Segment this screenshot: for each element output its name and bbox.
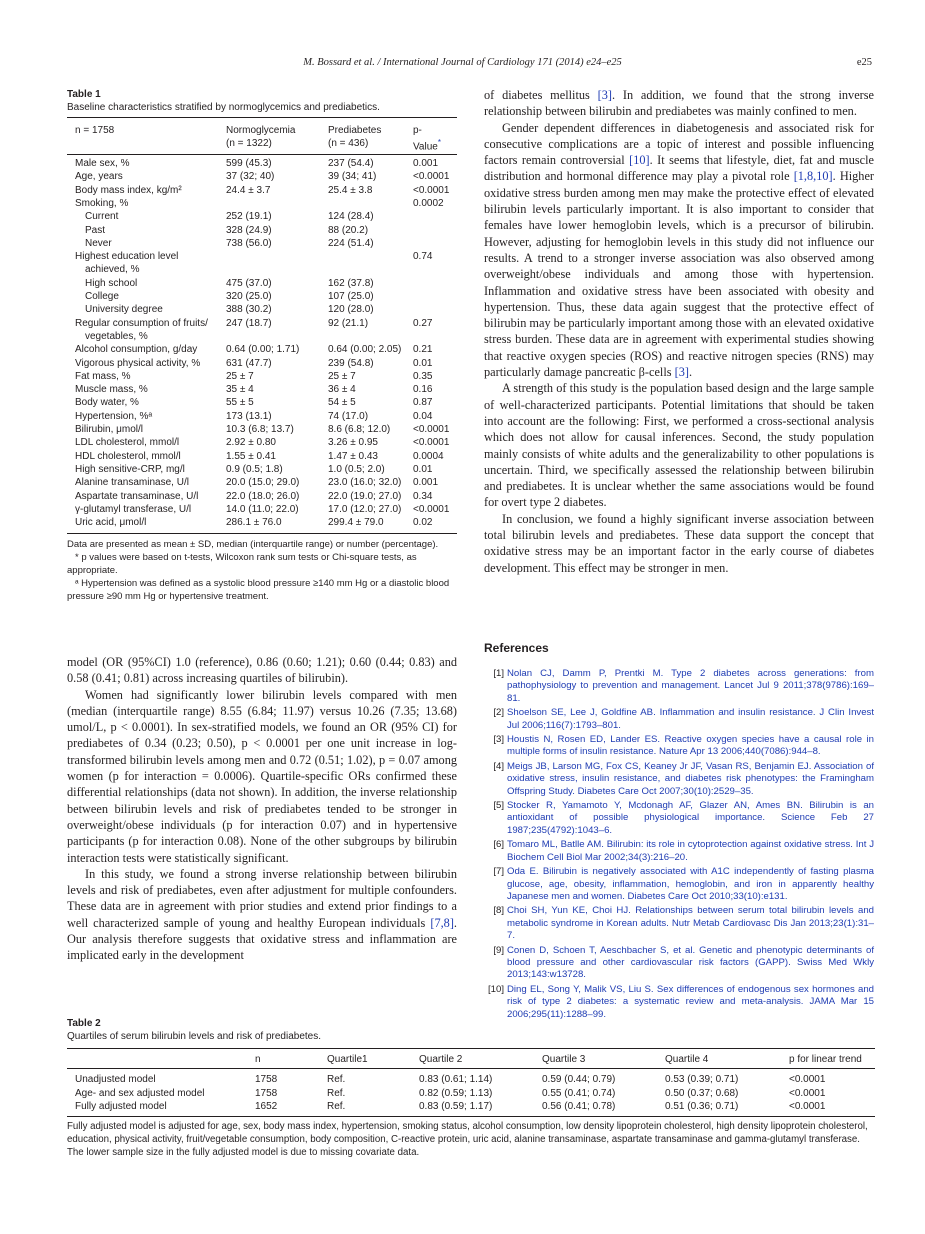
table1-cell-normoglycemia: 388 (30.2)	[226, 304, 272, 316]
table1-row	[67, 157, 457, 170]
table2-head-cell: n	[255, 1054, 261, 1065]
table2-cell-q2: 0.83 (0.59; 1.17)	[419, 1101, 493, 1112]
table1-cell-pvalue: 0.27	[413, 317, 433, 329]
table1-cell-prediabetes: 299.4 ± 79.0	[328, 517, 384, 529]
table1-cell-pvalue: <0.0001	[413, 503, 450, 515]
table1-notes	[67, 538, 457, 603]
citation-link[interactable]: [1,8,10]	[793, 169, 833, 184]
table1-cell-prediabetes: 1.0 (0.5; 2.0)	[328, 463, 385, 475]
table1-cell-label: γ-glutamyl transferase, U/l	[75, 503, 192, 515]
table1-cell-label: High sensitive-CRP, mg/l	[75, 463, 185, 475]
paragraph: In this study, we found a strong inverse relationship between bilirubin levels and risk of prediabetes, even after adjustment for multiple confounders. These data are in agreement with prior studies and extend prior findings to a well characterized sample of young and healthy European individuals [7,8]. Our analysis therefore suggests that oxidative stress and inflammation are implicated early in the development	[67, 866, 457, 963]
table1-row	[67, 423, 457, 436]
reference-item	[484, 984, 874, 1021]
table1-cell-label: Vigorous physical activity, %	[75, 357, 201, 369]
table1-cell-prediabetes: 25 ± 7	[328, 370, 356, 382]
table1-head-p: p-	[413, 125, 422, 136]
table2-cell-q1: Ref.	[327, 1074, 346, 1085]
table1-cell-prediabetes: 74 (17.0)	[328, 410, 369, 422]
table1-row	[67, 170, 457, 183]
table1-cell-label: Never	[85, 237, 112, 249]
table1-cell-prediabetes: 25.4 ± 3.8	[328, 184, 373, 196]
table1-head-pre: Prediabetes	[328, 125, 382, 136]
table1-row	[67, 330, 457, 343]
table1-cell-normoglycemia: 25 ± 7	[226, 370, 254, 382]
references-list	[484, 668, 874, 1023]
table2-cell-q3: 0.55 (0.41; 0.74)	[542, 1087, 616, 1099]
table1-cell-label: Regular consumption of fruits/	[75, 317, 208, 329]
table1-cell-normoglycemia: 286.1 ± 76.0	[226, 517, 282, 529]
table1-cell-label: Alcohol consumption, g/day	[75, 344, 198, 356]
reference-number: [10]	[487, 983, 504, 995]
citation-link[interactable]: [3]	[597, 88, 612, 102]
table1-row	[67, 343, 457, 356]
reference-link[interactable]: Ding EL, Song Y, Malik VS, Liu S. Sex differences of endogenous sex hormones and risk of type 2 diabetes: a systematic review and meta-analysis. JAMA Mar 15 2006;295(11):1288–99.	[507, 983, 874, 1020]
table1-row	[67, 197, 457, 210]
table2-head-rule	[67, 1068, 875, 1069]
table2-cell-q1: Ref.	[327, 1087, 346, 1099]
table1-cell-prediabetes: 88 (20.2)	[328, 224, 369, 236]
table1-cell-pvalue: 0.0004	[413, 450, 444, 462]
table1-row	[67, 370, 457, 383]
table1-cell-label: University degree	[85, 304, 163, 316]
table1-cell-normoglycemia: 0.9 (0.5; 1.8)	[226, 463, 283, 475]
table1-cell-normoglycemia: 24.4 ± 3.7	[226, 184, 271, 196]
table1-cell-prediabetes: 0.64 (0.00; 2.05)	[328, 344, 402, 356]
paragraph: Women had significantly lower bilirubin levels compared with men (median (interquartile range) 8.55 (6.84; 11.97) versus 10.26 (7.35; 13.68) umol/L, p < 0.0001). In sex-stratified models, we found an OR (95% CI) for prediabetes of 0.34 (0.23; 0.50), p < 0.0001 per one unit increase in log-transformed bilirubin levels among men and 0.72 (0.51; 1.02), p = 0.07 among women (p for interaction = 0.0006). Quartile-specific ORs confirmed these differential relationships (data not shown). In addition, the inverse relationship between bilirubin levels and risk of prediabetes tended to be stronger in overweight/obese individuals (p for interaction 0.07) and in hypertensive participants (p for interaction 0.08). None of the other subgroups by bilirubin interaction tests were statistically significant.	[67, 687, 457, 865]
citation-link[interactable]: [7,8]	[430, 915, 454, 930]
paragraph: A strength of this study is the population based design and the large sample of well-characterized participants. Potential limitations that should be taken into account are the following: First, we performed a cross-sectional analysis which does not allow for causal inferences. Second, the study population mainly consists of white adults and the generalizability to other populations is uncertain. Third, we specifically assessed the relationship between bilirubin and prediabetes. It is unclear whether the same associations would be found for overt type 2 diabetes.	[484, 381, 874, 510]
reference-item	[484, 800, 874, 837]
table2-row	[67, 1087, 875, 1100]
table1-label: Table 1	[67, 89, 101, 100]
reference-link[interactable]: Oda E. Bilirubin is negatively associated with A1C independently of fasting plasma glucose, age, obesity, inflammation, hemoglobin, and iron in apparently healthy Japanese men and women. Diabetes Care Oct 2010;33(10):e131.	[507, 866, 874, 902]
table1-cell-normoglycemia: 14.0 (11.0; 22.0)	[226, 503, 299, 515]
table1-cell-normoglycemia: 320 (25.0)	[226, 291, 272, 302]
table2-cell-trend: <0.0001	[789, 1074, 826, 1085]
reference-item	[484, 668, 874, 705]
table1-row	[67, 383, 457, 396]
table1-cell-normoglycemia: 599 (45.3)	[226, 158, 272, 169]
journal-citation: M. Bossard et al. / International Journal of Cardiology 171 (2014) e24–e25	[303, 57, 622, 68]
table1-row	[67, 357, 457, 370]
table1-row	[67, 184, 457, 197]
reference-number: [6]	[493, 839, 504, 851]
table1-cell-normoglycemia: 22.0 (18.0; 26.0)	[226, 490, 300, 502]
table1-cell-label: Uric acid, μmol/l	[75, 517, 147, 529]
table1-cell-prediabetes: 23.0 (16.0; 32.0)	[328, 477, 402, 489]
table2-cell-q4: 0.53 (0.39; 0.71)	[665, 1074, 739, 1085]
table1-cell-pvalue: <0.0001	[413, 171, 450, 183]
right-column-text	[484, 87, 874, 576]
table1-head-normo-n: (n = 1322)	[226, 138, 272, 149]
reference-item	[484, 839, 874, 864]
table2-cell-model: Fully adjusted model	[75, 1101, 167, 1112]
table1-cell-label: achieved, %	[85, 264, 140, 276]
table1-cell-prediabetes: 162 (37.8)	[328, 277, 374, 289]
table1-cell-prediabetes: 107 (25.0)	[328, 291, 374, 302]
table1-row	[67, 436, 457, 449]
table1-cell-pvalue: 0.21	[413, 344, 433, 356]
table1-cell-label: Alanine transaminase, U/l	[75, 477, 189, 489]
table1-cell-pvalue: 0.001	[413, 158, 439, 169]
table1-head-rule	[67, 154, 457, 155]
table1-cell-label: Body mass index, kg/m²	[75, 184, 182, 196]
table1-cell-label: Current	[85, 211, 119, 223]
table1-cell-pvalue: 0.02	[413, 517, 433, 529]
table2-cell-q4: 0.50 (0.37; 0.68)	[665, 1087, 739, 1099]
table1-cell-normoglycemia: 247 (18.7)	[226, 317, 272, 329]
table1-row	[67, 250, 457, 263]
table2-row	[67, 1073, 875, 1086]
table1-row	[67, 490, 457, 503]
table2-cell-trend: <0.0001	[789, 1087, 826, 1099]
references-heading: References	[484, 641, 549, 655]
reference-number: [4]	[493, 760, 504, 772]
table1-cell-normoglycemia: 1.55 ± 0.41	[226, 450, 276, 462]
table1-cell-prediabetes: 36 ± 4	[328, 384, 356, 396]
table1-cell-pvalue: <0.0001	[413, 424, 450, 435]
table1-cell-normoglycemia: 173 (13.1)	[226, 410, 272, 422]
table1-cell-label: Muscle mass, %	[75, 384, 148, 396]
table2-cell-model: Age- and sex adjusted model	[75, 1087, 205, 1099]
paragraph: In conclusion, we found a highly significant inverse association between total bilirubin levels and prediabetes. These data support the concept that oxidative stress may be an important factor in the early course of diabetes development. This effect may be stronger in men.	[484, 511, 874, 575]
table2-caption-block	[67, 1018, 875, 1043]
reference-link[interactable]: Tomaro ML, Batlle AM. Bilirubin: its role in cytoprotection against oxidative stress. Int J Biochem Cell Biol Mar 2002;34(3):216–20.	[507, 839, 874, 863]
table1-cell-prediabetes: 1.47 ± 0.43	[328, 450, 378, 462]
table1-cell-label: Fat mass, %	[75, 370, 131, 382]
table1-cell-normoglycemia: 0.64 (0.00; 1.71)	[226, 344, 300, 356]
table2-cell-q2: 0.82 (0.59; 1.13)	[419, 1087, 493, 1099]
table1-head-pre-n: (n = 436)	[328, 138, 369, 149]
table1-row	[67, 450, 457, 463]
table1-cell-prediabetes: 237 (54.4)	[328, 158, 374, 169]
table2-cell-q3: 0.56 (0.41; 0.78)	[542, 1101, 616, 1112]
table2-footnote: Fully adjusted model is adjusted for age, sex, body mass index, hypertension, smoking status, alcohol consumption, low density lipoprotein cholesterol, high density lipoprotein cholesterol, education, physical activity, fruit/vegetable consumption, body composition, C-reactive protein, uric acid, alanine transaminase, aspartate transaminase and gamma-glutamyl transferase. The lower sample size in the fully adjusted model is due to missing covariate data.	[67, 1121, 868, 1158]
table1-top-rule	[67, 117, 457, 118]
reference-item	[484, 945, 874, 982]
citation-link[interactable]: [10]	[629, 153, 650, 168]
table1-bottom-rule	[67, 533, 457, 534]
table1-cell-label: vegetables, %	[85, 330, 148, 342]
reference-link[interactable]: Conen D, Schoen T, Aeschbacher S, et al. Genetic and phenotypic determinants of blood pressure and other cardiovascular risk factors (GAPP). Swiss Med Wkly 2013;143:w13728.	[507, 944, 874, 981]
table1-cell-prediabetes: 239 (54.8)	[328, 357, 374, 369]
table1-row	[67, 410, 457, 423]
table1-row	[67, 237, 457, 250]
table1-cell-prediabetes: 39 (34; 41)	[328, 171, 377, 183]
table1-head-normo: Normoglycemia	[226, 125, 296, 136]
table1-cell-prediabetes: 120 (28.0)	[328, 304, 374, 316]
table1-cell-label: Male sex, %	[75, 158, 130, 169]
table1-cell-label: Bilirubin, μmol/l	[75, 424, 144, 435]
reference-link[interactable]: Nolan CJ, Damm P, Prentki M. Type 2 diabetes across generations: from pathophysiology to prevention and management. Lancet Jul 9 2011;378(9786):169–81.	[507, 668, 874, 704]
table1-cell-pvalue: 0.16	[413, 384, 433, 396]
reference-item	[484, 905, 874, 942]
table2-bottom-rule	[67, 1116, 875, 1117]
reference-link[interactable]: Choi SH, Yun KE, Choi HJ. Relationships between serum total bilirubin levels and metabolic syndrome in Korean adults. Nutr Metab Cardiovasc Dis Jan 2013;23(1):31–7.	[507, 905, 874, 942]
reference-number: [7]	[493, 866, 504, 878]
reference-item	[484, 707, 874, 732]
paragraph: Gender dependent differences in diabetogenesis and associated risk for consecutive complications are a topic of interest and possible influencing factors remain controversial [10]. It seems that lifestyle, diet, fat and muscle distribution and hormonal difference may play a pivotal role [1,8,10]. Higher oxidative stress burden among men may make the protective effect of elevated bilirubin levels particularly important. It is also important to consider that females have lower hemoglobin levels, which is a precursor of bilirubin. However, adjusting for hemoglobin levels in this study did not influence our results. A trend to a stronger inverse association was also observed among overweight/obese individuals and among those with hypertension. Inflammation and oxidative stress have been associated with obesity and hypertension. Thus, these data again suggest that the protective effect of bilirubin may be particularly important among those with an elevated oxidative stress burden. These data are in agreement with experimental studies showing that reactive oxygen species (ROS) and reactive nitrogen species (RNS) may particularly damage pancreatic β-cells [3].	[484, 120, 875, 380]
table1-cell-label: Body water, %	[75, 397, 139, 409]
table1-cell-pvalue: 0.87	[413, 397, 433, 409]
table1-row	[67, 463, 457, 476]
table2-caption: Quartiles of serum bilirubin levels and risk of prediabetes.	[67, 1030, 322, 1042]
table1-row	[67, 476, 457, 489]
table1-caption: Baseline characteristics stratified by normoglycemics and prediabetics.	[67, 101, 380, 113]
reference-link[interactable]: Houstis N, Rosen ED, Lander ES. Reactive oxygen species have a causal role in multiple forms of insulin resistance. Nature Apr 13 2006;440(7086):944–8.	[507, 734, 874, 758]
table1-cell-prediabetes: 22.0 (19.0; 27.0)	[328, 490, 402, 502]
table1-cell-prediabetes: 54 ± 5	[328, 397, 356, 409]
table1-cell-normoglycemia: 10.3 (6.8; 13.7)	[226, 424, 294, 435]
table1-cell-pvalue: 0.34	[413, 490, 433, 502]
table2-cell-q1: Ref.	[327, 1101, 346, 1112]
table1-cell-normoglycemia: 35 ± 4	[226, 384, 254, 396]
table1-head-n: n = 1758	[75, 125, 115, 136]
table1-row	[67, 503, 457, 516]
table2-cell-q4: 0.51 (0.36; 0.71)	[665, 1101, 739, 1112]
table1-cell-pvalue: <0.0001	[413, 184, 450, 196]
table2-label: Table 2	[67, 1018, 101, 1029]
table2-head-cell: Quartile 2	[419, 1054, 463, 1065]
table1-note-pvalues: * p values were based on t-tests, Wilcoxon rank sum tests or Chi-square tests, as appropriate.	[67, 552, 417, 576]
table1-cell-pvalue: 0.01	[413, 463, 433, 475]
table1-cell-normoglycemia: 328 (24.9)	[226, 224, 272, 236]
table1-cell-normoglycemia: 2.92 ± 0.80	[226, 437, 276, 449]
paragraph: model (OR (95%CI) 1.0 (reference), 0.86 (0.60; 1.21); 0.60 (0.44; 0.83) and 0.58 (0.41; 0.81) across increasing quartiles of bilirubin).	[67, 655, 457, 686]
table1-row	[67, 263, 457, 276]
table1-cell-prediabetes: 92 (21.1)	[328, 317, 369, 329]
table1-row	[67, 516, 457, 529]
reference-number: [9]	[493, 944, 504, 956]
reference-link[interactable]: Meigs JB, Larson MG, Fox CS, Keaney Jr JF, Vasan RS, Benjamin EJ. Association of oxidative stress, insulin resistance, and diabetes risk phenotypes: the Framingham Offspring Study. Diabetes Care Oct 2007;30(10):2529–35.	[507, 760, 874, 797]
reference-link[interactable]: Shoelson SE, Lee J, Goldfine AB. Inflammation and insulin resistance. J Clin Invest Jul 2006;116(7):1793–801.	[507, 707, 874, 731]
table1-note-hypertension: ᵃ Hypertension was defined as a systolic blood pressure ≥140 mm Hg or a diastolic blood pressure ≥90 mm Hg or hypertensive treatment.	[67, 578, 450, 602]
paragraph: of diabetes mellitus [3]. In addition, we found that the strong inverse relationship between bilirubin and prediabetes was mainly confined to men.	[484, 88, 874, 119]
table1-row	[67, 317, 457, 330]
table1-caption-block	[67, 89, 457, 114]
table1-cell-pvalue: 0.74	[413, 251, 433, 263]
table1-cell-label: Aspartate transaminase, U/l	[75, 490, 199, 502]
table2-cell-model: Unadjusted model	[75, 1074, 156, 1085]
table1-row	[67, 290, 457, 303]
reference-item	[484, 734, 874, 759]
table1-cell-label: Past	[85, 224, 106, 236]
reference-number: [2]	[493, 707, 504, 719]
table1-cell-label: LDL cholesterol, mmol/l	[75, 437, 180, 449]
table2-cell-n: 1758	[255, 1074, 278, 1085]
table1-cell-prediabetes: 224 (51.4)	[328, 237, 374, 249]
reference-item	[484, 866, 874, 903]
reference-link[interactable]: Stocker R, Yamamoto Y, Mcdonagh AF, Glazer AN, Ames BN. Bilirubin is an antioxidant of possible physiological importance. Science Feb 27 1987;235(4792):1043–6.	[507, 800, 874, 836]
table2-head-cell: Quartile1	[327, 1054, 368, 1065]
table1-header	[67, 123, 457, 153]
reference-number: [3]	[493, 734, 504, 746]
table1-cell-label: High school	[85, 277, 138, 289]
table1-cell-label: Hypertension, %ᵃ	[75, 410, 153, 422]
table1-cell-normoglycemia: 55 ± 5	[226, 397, 254, 409]
reference-number: [8]	[493, 905, 504, 917]
reference-item	[484, 761, 874, 798]
table1-cell-label: Age, years	[75, 171, 123, 183]
table1-cell-label: College	[85, 291, 119, 302]
table2-head-cell: p for linear trend	[789, 1054, 862, 1065]
table2-top-rule	[67, 1048, 875, 1049]
table1-cell-prediabetes: 8.6 (6.8; 12.0)	[328, 424, 391, 435]
table1-cell-pvalue: 0.35	[413, 370, 433, 382]
table1-cell-pvalue: 0.0002	[413, 197, 444, 209]
table1-cell-normoglycemia: 475 (37.0)	[226, 277, 272, 289]
table1-cell-label: Smoking, %	[75, 197, 129, 209]
table2-head-row	[67, 1053, 875, 1066]
table1-row	[67, 277, 457, 290]
table1-cell-normoglycemia: 20.0 (15.0; 29.0)	[226, 477, 300, 489]
left-column-text	[67, 654, 457, 964]
reference-number: [5]	[493, 800, 504, 812]
table1-cell-prediabetes: 124 (28.4)	[328, 211, 374, 223]
citation-link[interactable]: [3]	[674, 365, 689, 380]
table1-cell-normoglycemia: 37 (32; 40)	[226, 171, 275, 183]
table2-cell-q3: 0.59 (0.44; 0.79)	[542, 1074, 616, 1085]
table2-cell-trend: <0.0001	[789, 1101, 826, 1112]
table2-cell-q2: 0.83 (0.61; 1.14)	[419, 1074, 493, 1085]
table1-row	[67, 396, 457, 409]
table1-note-data: Data are presented as mean ± SD, median (interquartile range) or number (percentage).	[67, 539, 439, 550]
table1-cell-prediabetes: 17.0 (12.0; 27.0)	[328, 503, 402, 515]
table2-cell-n: 1758	[255, 1087, 278, 1099]
table1-cell-pvalue: 0.001	[413, 477, 439, 489]
table1-row	[67, 210, 457, 223]
table1-cell-normoglycemia: 252 (19.1)	[226, 211, 272, 223]
table1-cell-normoglycemia: 631 (47.7)	[226, 357, 272, 369]
table1-row	[67, 224, 457, 237]
reference-number: [1]	[493, 668, 504, 679]
table1-cell-label: HDL cholesterol, mmol/l	[75, 450, 181, 462]
table2-row	[67, 1100, 875, 1113]
table1-cell-prediabetes: 3.26 ± 0.95	[328, 437, 378, 449]
table2-head-cell: Quartile 4	[665, 1054, 709, 1065]
page-number: e25	[856, 57, 872, 68]
table1-cell-normoglycemia: 738 (56.0)	[226, 237, 272, 249]
table1-cell-pvalue: 0.01	[413, 357, 433, 369]
table1-row	[67, 303, 457, 316]
table1-cell-pvalue: 0.04	[413, 410, 433, 422]
table1-cell-label: Highest education level	[75, 251, 179, 263]
table2-cell-n: 1652	[255, 1101, 278, 1112]
table1-head-value: Value*	[413, 138, 441, 153]
table2-head-cell: Quartile 3	[542, 1054, 586, 1065]
table1-cell-pvalue: <0.0001	[413, 437, 450, 449]
